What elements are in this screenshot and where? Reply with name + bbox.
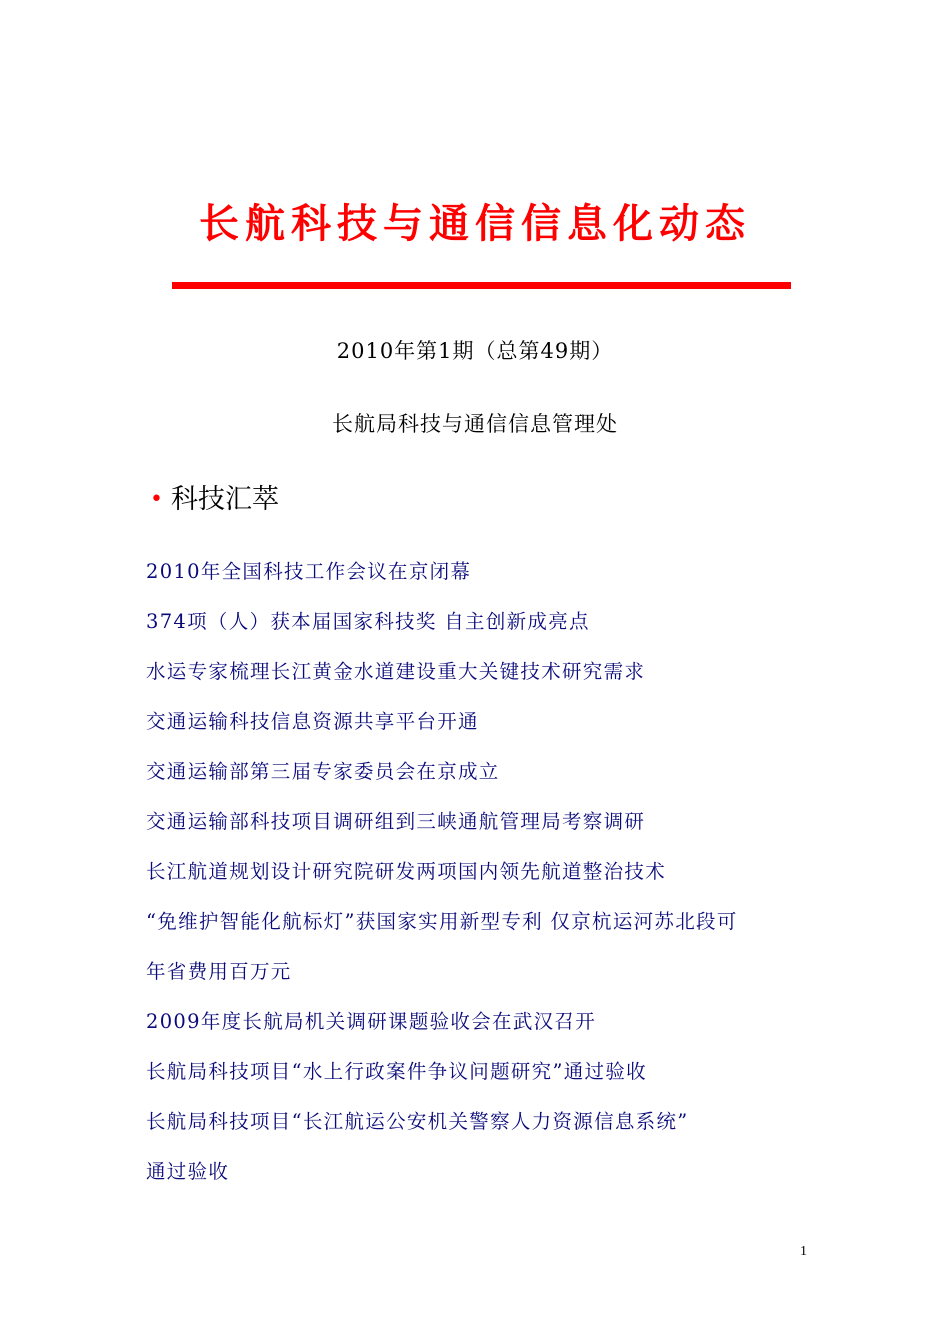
title-divider [172, 282, 791, 289]
issue-number: 2010年第1期（总第49期） [336, 339, 614, 363]
section-heading [150, 480, 279, 520]
article-list [146, 547, 826, 1197]
article-item[interactable]: 交通运输科技信息资源共享平台开通 [146, 710, 479, 733]
bullet-icon: • [150, 487, 163, 512]
article-item[interactable]: 374项（人）获本届国家科技奖 自主创新成亮点 [146, 610, 590, 633]
article-item[interactable]: 交通运输部科技项目调研组到三峡通航管理局考察调研 [146, 810, 646, 833]
article-item-continuation[interactable]: 年省费用百万元 [146, 960, 292, 983]
article-item[interactable]: 长航局科技项目“长江航运公安机关警察人力资源信息系统” [146, 1110, 689, 1133]
newsletter-title: 长航科技与通信信息化动态 [199, 200, 751, 247]
page-number: 1 [800, 1244, 807, 1259]
publisher-department: 长航局科技与通信信息管理处 [332, 412, 618, 436]
article-item[interactable]: “免维护智能化航标灯”获国家实用新型专利 仅京杭运河苏北段可 [146, 910, 738, 933]
article-item[interactable]: 2010年全国科技工作会议在京闭幕 [146, 560, 472, 583]
article-item[interactable]: 水运专家梳理长江黄金水道建设重大关键技术研究需求 [146, 660, 646, 683]
section-heading-label: 科技汇萃 [170, 484, 279, 515]
article-item[interactable]: 长航局科技项目“水上行政案件争议问题研究”通过验收 [146, 1060, 647, 1083]
article-item[interactable]: 交通运输部第三届专家委员会在京成立 [146, 760, 500, 783]
article-item[interactable]: 长江航道规划设计研究院研发两项国内领先航道整治技术 [146, 860, 667, 883]
article-item-continuation[interactable]: 通过验收 [146, 1160, 230, 1183]
article-item[interactable]: 2009年度长航局机关调研课题验收会在武汉召开 [146, 1010, 597, 1033]
